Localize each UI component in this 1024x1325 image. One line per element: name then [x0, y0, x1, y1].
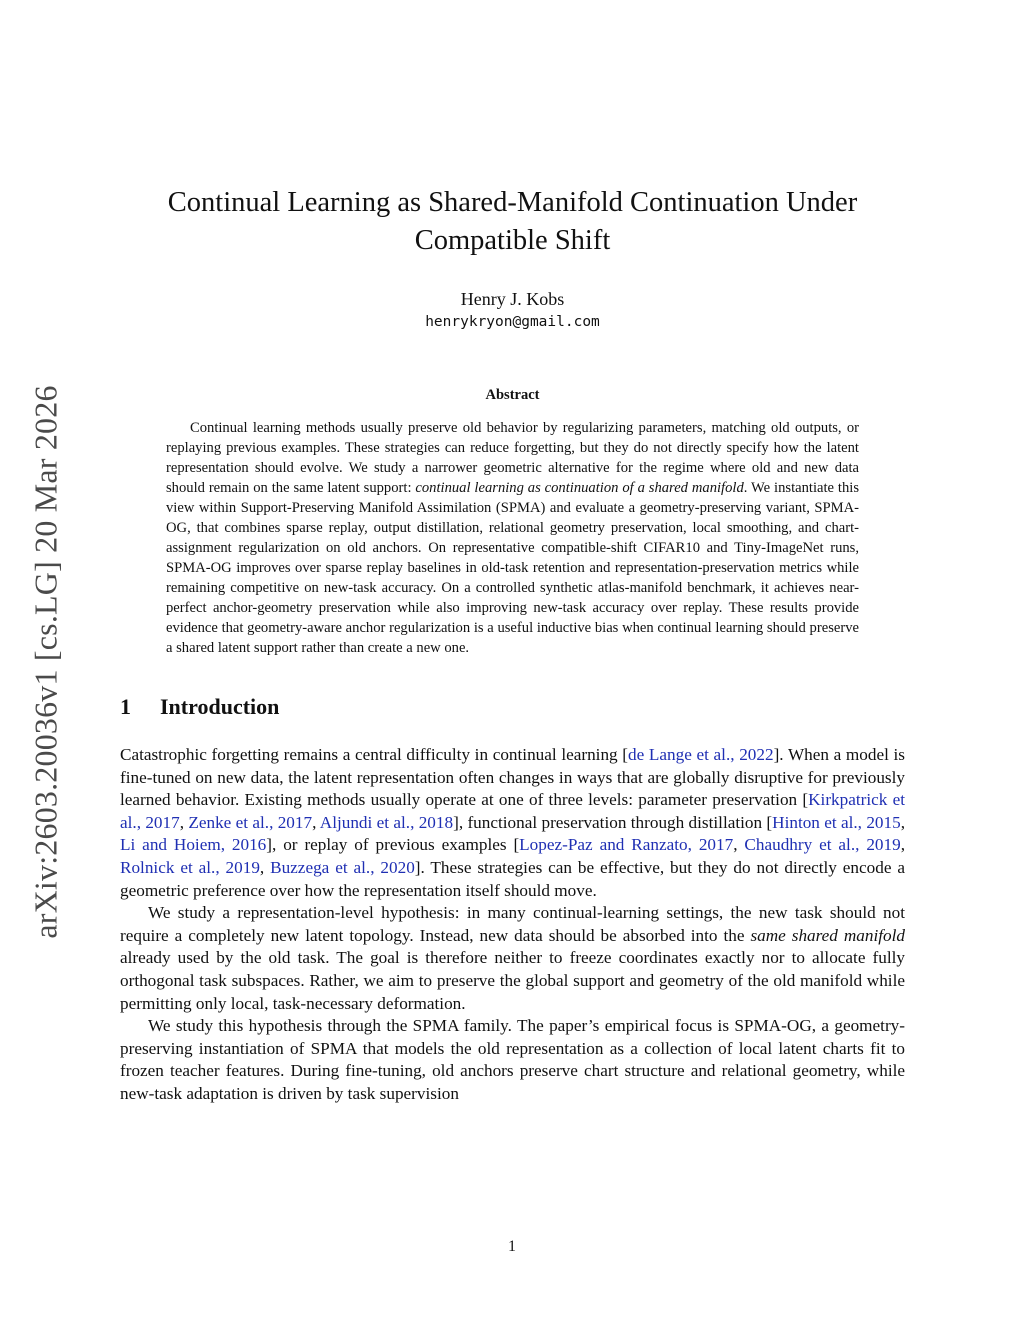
- citation-link[interactable]: Li and Hoiem, 2016: [120, 835, 267, 855]
- text-run: ,: [259, 857, 271, 877]
- text-run: We study a representation-level hypothesis: in many continual-learning settings, the new task should not require a completely new latent topology. Instead, new data should be absorbed into the: [120, 903, 905, 945]
- abstract-text-part-1: Continual learning methods usually preserve old behavior by regularizing parameters, matching old outputs, or replaying previous examples. These strategies can reduce forgetting, but they do not directly specify how the latent representation should evolve. We study a narrower geometric alternative for the regime where old and new data should remain on the same latent support:: [166, 420, 859, 496]
- intro-paragraph-2: [120, 902, 905, 1015]
- author-email: henrykryon@gmail.com: [425, 314, 600, 330]
- text-run: Catastrophic forgetting remains a central difficulty in continual learning [: [120, 745, 629, 764]
- citation-link[interactable]: de Lange et al., 2022: [628, 745, 774, 764]
- title-line-1: Continual Learning as Shared-Manifold Continuation Under: [167, 187, 858, 218]
- citation-link[interactable]: Aljundi et al., 2018: [319, 812, 454, 832]
- citation-link[interactable]: Buzzega et al., 2020: [270, 857, 415, 877]
- text-run: ,: [312, 812, 320, 832]
- section-heading-introduction: [120, 692, 905, 722]
- text-run: ,: [733, 835, 745, 855]
- emphasis-text: same shared manifold: [750, 925, 905, 945]
- abstract-text-part-2: . We instantiate this view within Support-Preserving Manifold Assimilation (SPMA) and evaluate a geometry-preserving variant, SPMA-OG, that combines sparse replay, output distillation, relational geometry preservation, local smoothing, and chart-assignment regularization on old anchors. On representative compatible-shift CIFAR10 and Tiny-ImageNet runs, SPMA-OG improves over sparse replay baselines in old-task retention and representation-preservation metrics while remaining competitive on new-task accuracy. On a controlled synthetic atlas-manifold benchmark, it achieves near-perfect anchor-geometry preservation while also improving new-task accuracy over replay. These results provide evidence that geometry-aware anchor regularization is a useful inductive bias when continual learning should preserve a shared latent support rather than create a new one.: [166, 480, 859, 656]
- abstract-text: [166, 418, 859, 658]
- text-run: ]. When a model is fine-tuned on new data, the latent representation often changes in ways that are globally disruptive for previously learned behavior. Existing methods usually operate at one of three levels: parameter preservation [: [120, 745, 905, 810]
- section-title: Introduction: [160, 694, 280, 719]
- text-run: ], or replay of previous examples [: [266, 835, 520, 855]
- title-line-2: Compatible Shift: [414, 225, 611, 256]
- intro-paragraph-3: We study this hypothesis through the SPMA family. The paper’s empirical focus is SPMA-OG, a geometry-preserving instantiation of SPMA that models the old representation as a collection of local latent charts fit to frozen teacher features. During fine-tuning, old anchors preserve chart structure and relational geometry, while new-task adaptation is driven by task supervision: [120, 1016, 905, 1103]
- text-run: ], functional preservation through distillation [: [453, 812, 773, 832]
- text-run: ,: [900, 812, 905, 832]
- text-run: ,: [900, 835, 906, 855]
- citation-link[interactable]: Chaudhry et al., 2019: [744, 835, 901, 855]
- citation-link[interactable]: Kirkpatrick et al., 2017: [120, 790, 905, 832]
- paper-page: [120, 0, 905, 1106]
- citation-link[interactable]: Lopez-Paz and Ranzato, 2017: [519, 835, 734, 855]
- text-run: already used by the old task. The goal is therefore neither to freeze coordinates exactly nor to allocate fully orthogonal task subspaces. Rather, we aim to preserve the global support and geometry of the old manifold while permitting only local, task-necessary deformation.: [120, 948, 905, 1013]
- abstract-emphasis: continual learning as continuation of a shared manifold: [415, 480, 744, 496]
- citation-link[interactable]: Zenke et al., 2017: [188, 812, 313, 832]
- section-number: 1: [120, 694, 131, 719]
- citation-link[interactable]: Hinton et al., 2015: [772, 812, 901, 832]
- arxiv-identifier-stamp: arXiv:2603.20036v1 [cs.LG] 20 Mar 2026: [27, 385, 64, 939]
- text-run: ]. These strategies can be effective, but they do not directly encode a geometric preference over how the representation itself should move.: [120, 857, 905, 900]
- abstract-heading: Abstract: [485, 387, 540, 403]
- page-number: 1: [508, 1238, 516, 1255]
- author-name: Henry J. Kobs: [460, 289, 565, 309]
- paper-title: [120, 184, 905, 260]
- text-run: ,: [179, 812, 189, 832]
- citation-link[interactable]: Rolnick et al., 2019: [120, 857, 260, 877]
- intro-paragraph-1: [120, 744, 905, 902]
